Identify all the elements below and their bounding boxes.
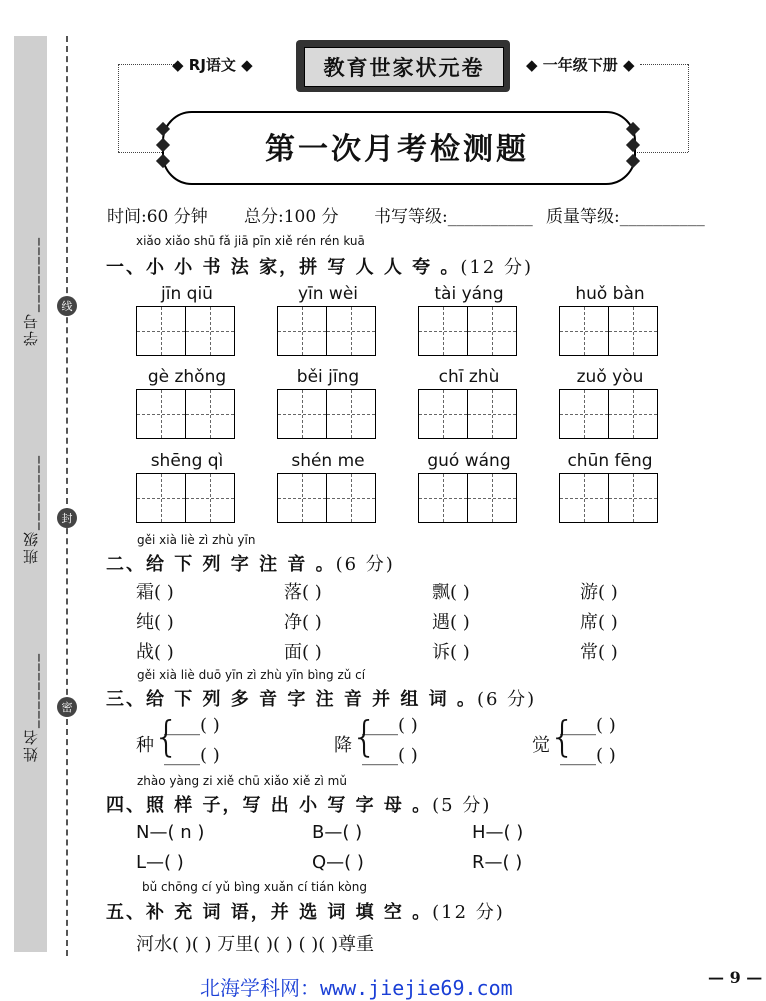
pinyin-label: gè zhǒng: [147, 367, 227, 387]
answer-slot[interactable]: ____( ): [164, 715, 220, 736]
writing-grid-group: [559, 284, 661, 356]
tianzige-cell[interactable]: [277, 306, 327, 356]
section4-title: 四、照 样 子，写 出 小 写 字 母 。(5 分): [106, 795, 492, 816]
tianzige-cell[interactable]: [136, 473, 186, 523]
brace-icon: {: [153, 712, 180, 761]
item-char: 遇: [432, 612, 450, 633]
writing-grid-group: [136, 451, 238, 523]
tianzige-cell[interactable]: [186, 306, 235, 356]
header-rule-right-bottom: [634, 152, 688, 155]
item-char: 面: [284, 642, 302, 663]
item-char: 纯: [136, 612, 154, 633]
phonetic-item[interactable]: 纯( ): [136, 612, 174, 633]
pinyin-label: zuǒ yòu: [576, 367, 644, 387]
tianzige-cell[interactable]: [327, 389, 376, 439]
item-char: 霜: [136, 582, 154, 603]
brace-icon: {: [351, 712, 378, 761]
pinyin-label: shén me: [291, 451, 365, 471]
tianzige-cell[interactable]: [468, 389, 517, 439]
tianzige-cell[interactable]: [186, 389, 235, 439]
tianzige-cell[interactable]: [609, 473, 658, 523]
tianzige-cell[interactable]: [327, 306, 376, 356]
tianzige-cell[interactable]: [418, 473, 468, 523]
subject-tag: ◆ RJ语文 ◆: [172, 56, 253, 74]
section3-title: 三、给 下 列 多 音 字 注 音 并 组 词 。(6 分): [106, 689, 537, 710]
header-rule-left-bottom: [118, 152, 162, 155]
polyphone-char: 觉: [532, 735, 550, 756]
pinyin-label: jīn qiū: [161, 284, 213, 304]
item-char: 净: [284, 612, 302, 633]
phonetic-item[interactable]: 净( ): [284, 612, 322, 633]
writing-grid-group: [418, 367, 520, 439]
watermark: 北海学科网：www.jiejie69.com: [200, 976, 513, 1000]
tianzige-cell[interactable]: [559, 473, 609, 523]
header-rule-right-down: [688, 64, 689, 152]
item-char: 席: [580, 612, 598, 633]
pinyin-label: guó wáng: [427, 451, 511, 471]
writing-grid-group: [136, 284, 238, 356]
header-rule-left-down: [118, 64, 119, 152]
section5-pinyin: bǔ chōng cí yǔ bìng xuǎn cí tián kòng: [142, 880, 367, 894]
writing-grid-group: [277, 284, 379, 356]
section5-title: 五、补 充 词 语，并 选 词 填 空 。(12 分): [106, 902, 505, 923]
tianzige-cell[interactable]: [609, 389, 658, 439]
pinyin-label: běi jīng: [296, 367, 360, 387]
answer-slot[interactable]: ____( ): [560, 715, 616, 736]
series-title: 教育世家状元卷: [304, 47, 504, 87]
section3-pinyin: gěi xià liè duō yīn zì zhù yīn bìng zǔ cí: [137, 668, 366, 682]
section2-pinyin: gěi xià liè zì zhù yīn: [137, 533, 256, 547]
writing-grid-group: [418, 451, 520, 523]
phonetic-item[interactable]: 霜( ): [136, 582, 174, 603]
item-char: 落: [284, 582, 302, 603]
polyphone-char: 种: [136, 735, 154, 756]
seal-line-mark: 线: [57, 296, 77, 316]
phonetic-item[interactable]: 游( ): [580, 582, 618, 603]
name-label: 姓名________: [22, 652, 40, 762]
tianzige-cell[interactable]: [136, 306, 186, 356]
pinyin-label: tài yáng: [434, 284, 504, 304]
section2-title: 二、给 下 列 字 注 音 。(6 分): [106, 554, 395, 575]
answer-slot[interactable]: ____( ): [560, 745, 616, 766]
phonetic-item[interactable]: 飘( ): [432, 582, 470, 603]
writing-grid-group: [559, 367, 661, 439]
polyphone-char: 降: [334, 735, 352, 756]
tianzige-cell[interactable]: [277, 389, 327, 439]
header-rule-right: [640, 64, 688, 67]
writing-grid-group: [136, 367, 238, 439]
pinyin-label: chūn fēng: [567, 451, 653, 471]
answer-slot[interactable]: ____( ): [362, 745, 418, 766]
tianzige-cell[interactable]: [277, 473, 327, 523]
tianzige-cell[interactable]: [559, 389, 609, 439]
item-char: 战: [136, 642, 154, 663]
phonetic-item[interactable]: 常( ): [580, 642, 618, 663]
writing-grid-group: [418, 284, 520, 356]
page-number: — 9 —: [708, 968, 763, 987]
pinyin-label: shēng qì: [150, 451, 224, 471]
writing-grid-group: [559, 451, 661, 523]
time-label: 时间:60 分钟: [107, 207, 208, 227]
quality-grade-label: 质量等级:__________: [546, 207, 705, 227]
total-score-label: 总分:100 分: [244, 207, 339, 227]
tianzige-cell[interactable]: [468, 306, 517, 356]
tianzige-cell[interactable]: [327, 473, 376, 523]
answer-slot[interactable]: ____( ): [362, 715, 418, 736]
tianzige-cell[interactable]: [418, 389, 468, 439]
writing-grid-group: [277, 451, 379, 523]
binding-margin: [14, 36, 47, 952]
letter-item: B—( ): [312, 822, 363, 843]
tianzige-cell[interactable]: [559, 306, 609, 356]
item-char: 游: [580, 582, 598, 603]
phonetic-item[interactable]: 席( ): [580, 612, 618, 633]
letter-item: H—( ): [472, 822, 524, 843]
phonetic-item[interactable]: 遇( ): [432, 612, 470, 633]
item-char: 飘: [432, 582, 450, 603]
tianzige-cell[interactable]: [609, 306, 658, 356]
brace-icon: {: [549, 712, 576, 761]
tianzige-cell[interactable]: [186, 473, 235, 523]
phonetic-item[interactable]: 面( ): [284, 642, 322, 663]
letter-item: Q—( ): [312, 852, 364, 873]
header-rule-left: [118, 64, 178, 67]
pinyin-label: yīn wèi: [297, 284, 359, 304]
section1-title: 一、小 小 书 法 家，拼 写 人 人 夸 。(12 分): [106, 257, 534, 278]
exam-title: 第一次月考检测题: [265, 132, 529, 167]
tianzige-cell[interactable]: [136, 389, 186, 439]
item-char: 常: [580, 642, 598, 663]
cut-line: [66, 36, 68, 956]
grade-tag: ◆ 一年级下册 ◆: [526, 56, 635, 74]
letter-item: N—( n ): [136, 822, 205, 843]
phonetic-item[interactable]: 落( ): [284, 582, 322, 603]
phonetic-item[interactable]: 战( ): [136, 642, 174, 663]
phonetic-item[interactable]: 诉( ): [432, 642, 470, 663]
pinyin-label: chī zhù: [438, 367, 500, 387]
letter-item: R—( ): [472, 852, 523, 873]
item-char: 诉: [432, 642, 450, 663]
section4-pinyin: zhào yàng zi xiě chū xiǎo xiě zì mǔ: [137, 774, 347, 788]
section1-pinyin: xiǎo xiǎo shū fǎ jiā pīn xiě rén rén kuā: [136, 234, 365, 248]
answer-slot[interactable]: ____( ): [164, 745, 220, 766]
tianzige-cell[interactable]: [468, 473, 517, 523]
seal-seal-mark: 封: [57, 508, 77, 528]
writing-grade-label: 书写等级:__________: [374, 207, 533, 227]
writing-grid-group: [277, 367, 379, 439]
pinyin-label: huǒ bàn: [575, 284, 645, 304]
letter-item: L—( ): [136, 852, 184, 873]
student-number-label: 学号________: [22, 236, 40, 346]
class-label: 班级________: [22, 454, 40, 564]
seal-secret-mark: 密: [57, 697, 77, 717]
section5-line1: 河水( )( ) 万里( )( ) ( )( )尊重: [136, 934, 375, 955]
tianzige-cell[interactable]: [418, 306, 468, 356]
